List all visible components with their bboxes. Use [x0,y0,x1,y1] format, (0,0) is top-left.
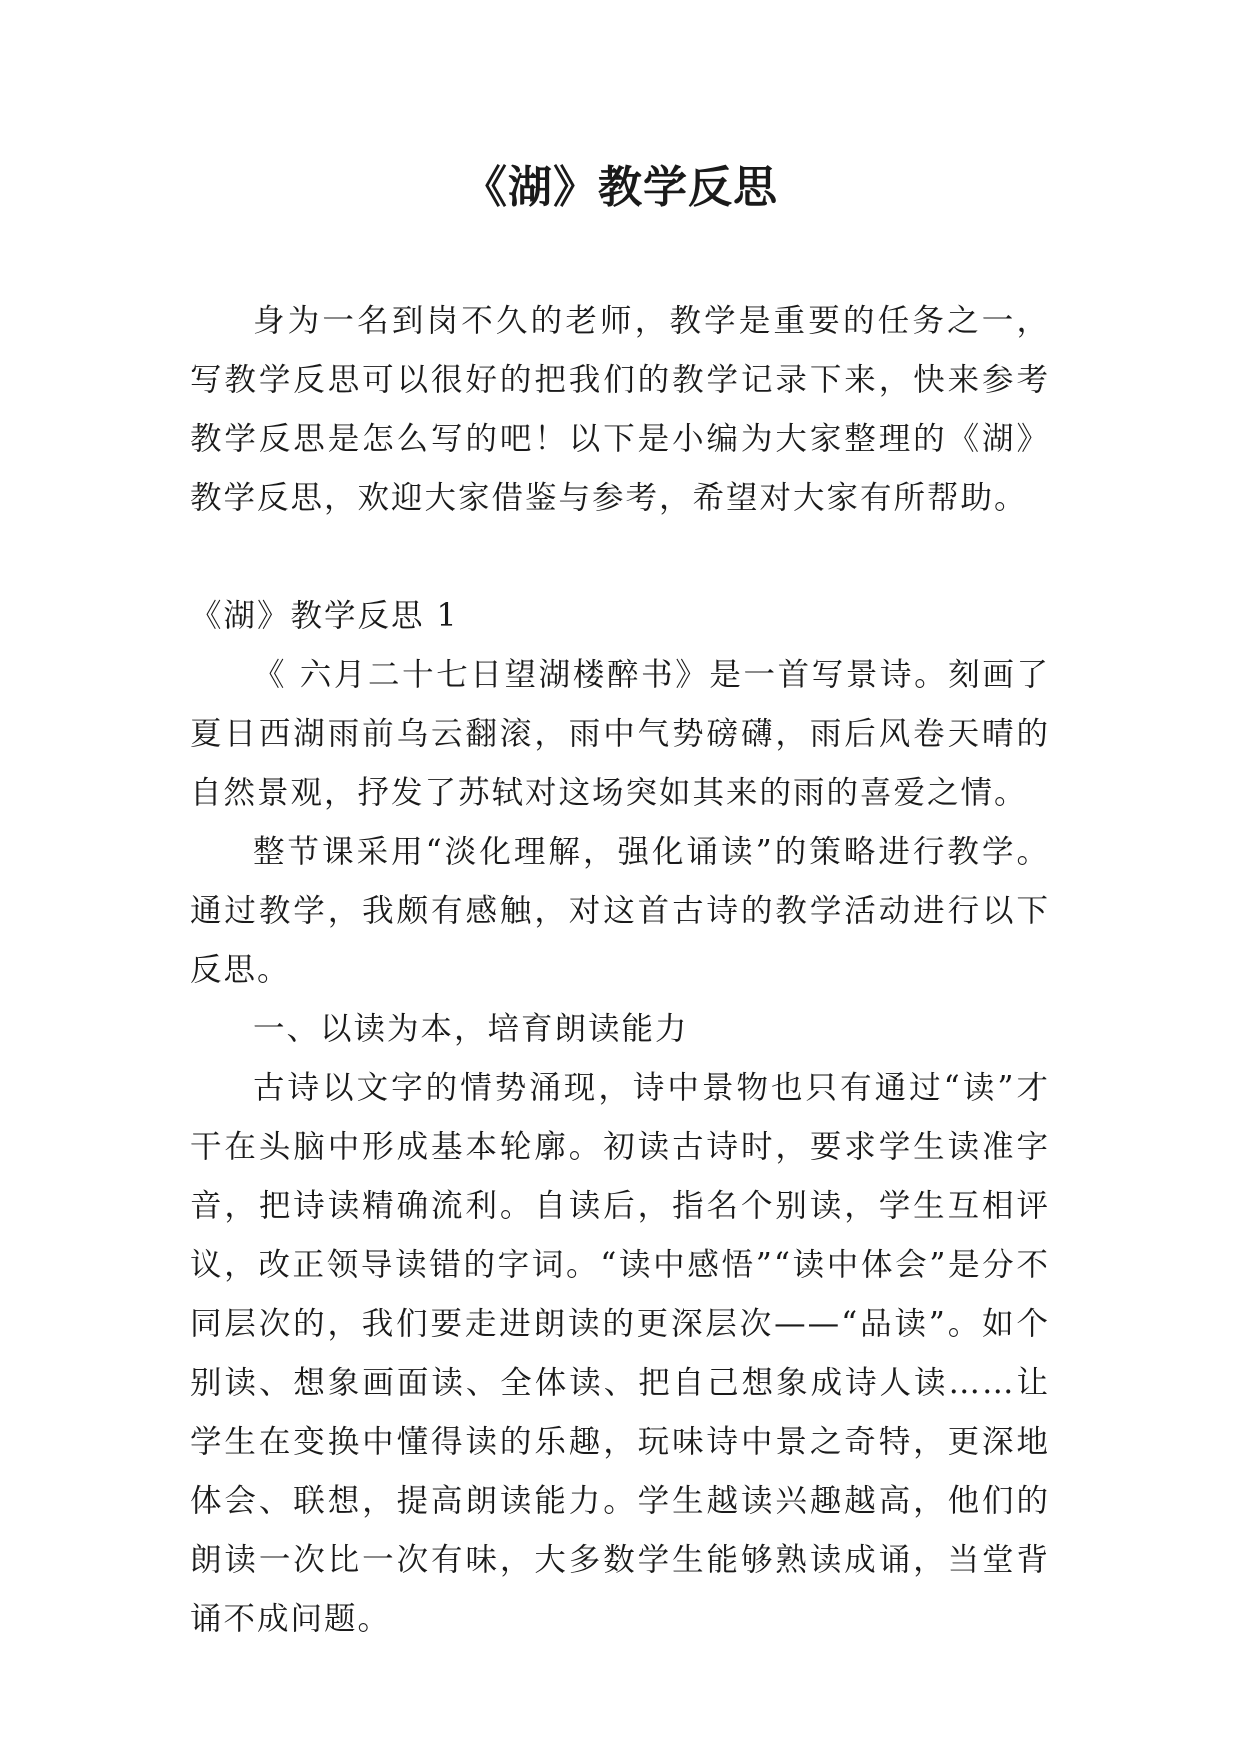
paragraph-gap [190,528,1050,587]
body-paragraph-3: 古诗以文字的情势涌现，诗中景物也只有通过“读”才干在头脑中形成基本轮廓。初读古诗时，要求学生读准字音，把诗读精确流利。自读后，指名个别读，学生互相评议，改正领导读错的字词。“读中感悟”“读中体会”是分不同层次的，我们要走进朗读的更深层次——“品读”。如个别读、想象画面读、全体读、把自己想象成诗人读……让学生在变换中懂得读的乐趣，玩味诗中景之奇特，更深地体会、联想，提高朗读能力。学生越读兴趣越高，他们的朗读一次比一次有味，大多数学生能够熟读成诵，当堂背诵不成问题。 [190,1070,1050,1637]
intro-paragraph: 身为一名到岗不久的老师，教学是重要的任务之一，写教学反思可以很好的把我们的教学记录下来，快来参考教学反思是怎么写的吧！以下是小编为大家整理的《湖》教学反思，欢迎大家借鉴与参考，希望对大家有所帮助。 [190,303,1050,516]
subsection-heading: 一、以读为本，培育朗读能力 [253,1011,689,1047]
body-paragraph-2: 整节课采用“淡化理解，强化诵读”的策略进行教学。通过教学，我颇有感触，对这首古诗的教学活动进行以下反思。 [190,834,1050,988]
document-title: 《湖》教学反思 [463,162,778,213]
section-heading: 《湖》教学反思 1 [190,598,459,634]
document-body [190,292,1050,1649]
body-paragraph-1: 《 六月二十七日望湖楼醉书》是一首写景诗。刻画了夏日西湖雨前乌云翻滚，雨中气势磅礴，雨后风卷天晴的自然景观，抒发了苏轼对这场突如其来的雨的喜爱之情。 [190,657,1050,811]
